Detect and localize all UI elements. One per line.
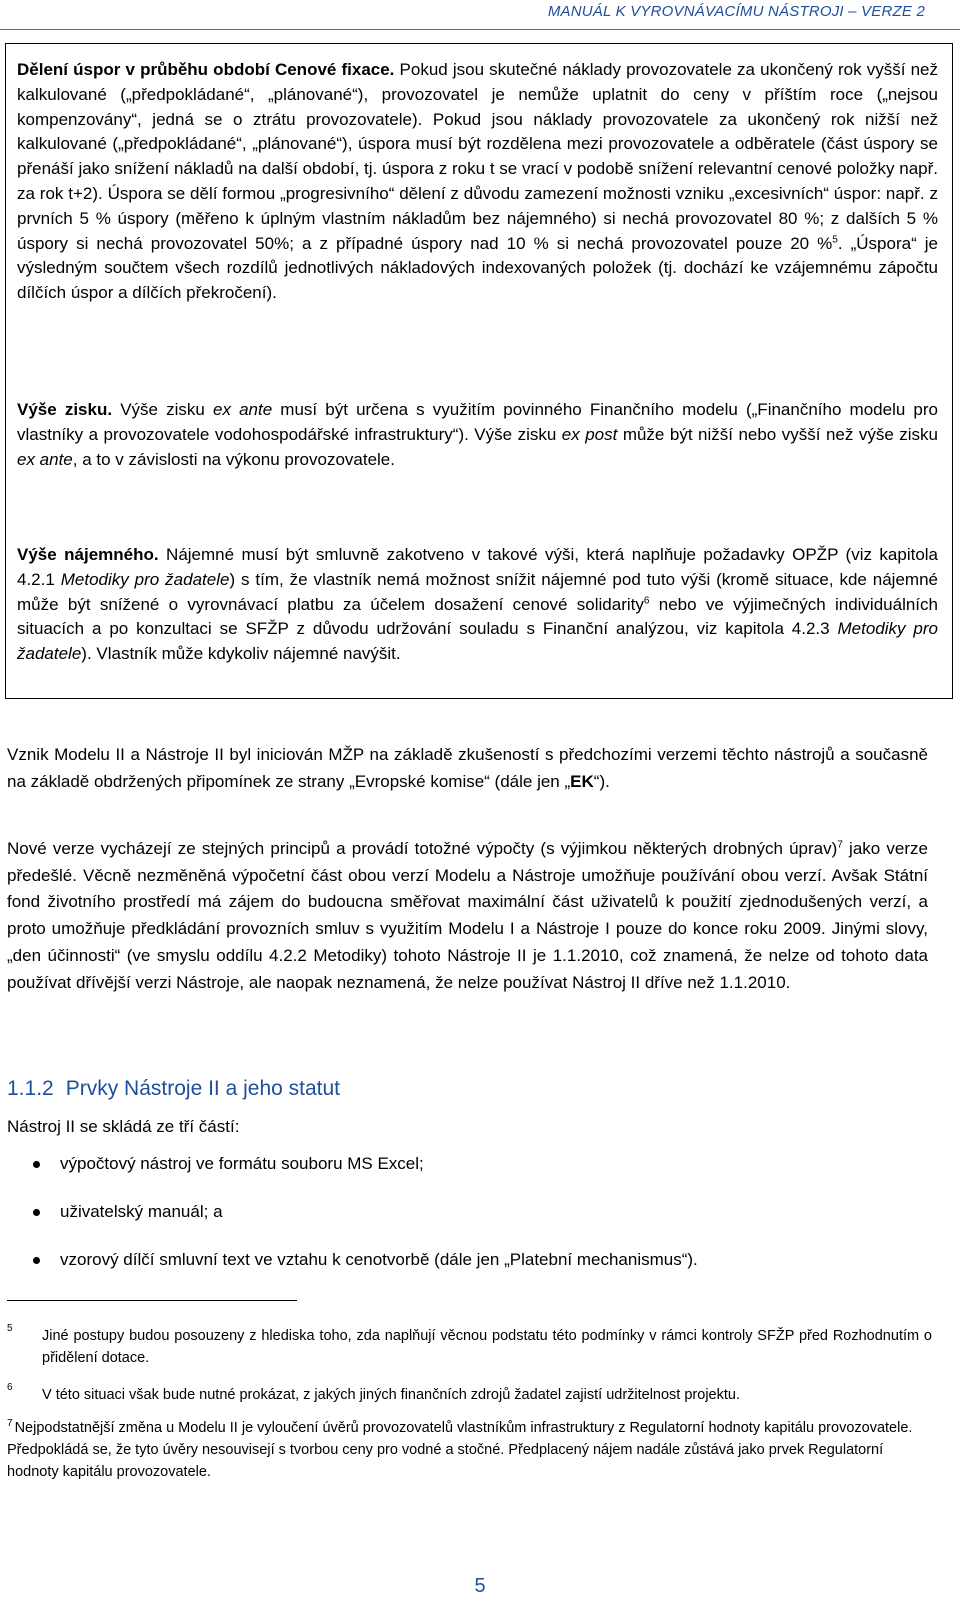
bullet-icon (33, 1257, 40, 1264)
italic-term: ex post (561, 424, 618, 444)
list-item-text: vzorový dílčí smluvní text ve vztahu k cenotvorbě (dále jen „Platební mechanismus“). (60, 1250, 698, 1269)
list-item (0, 1152, 930, 1200)
footnote-text: Nejpodstatnější změna u Modelu II je vyloučení úvěrů provozovatelů vlastníkům infrastruktury z Regulatorní hodnoty kapitálu provozovatele. Předpokládá se, že tyto úvěry nesouvisejí s tvorbou ceny pro vodné a stočné. Předplacený nájem nadále zůstává jako prvek Regulatorní hodnoty kapitálu provozovatele. (7, 1420, 913, 1480)
footnote-ref-5[interactable]: 5 (832, 233, 838, 245)
footnote-6 (7, 1384, 932, 1408)
versions-paragraph (7, 836, 928, 996)
savings-sharing-paragraph (17, 58, 938, 306)
paragraph-text: Nájemné musí být smluvně zakotveno v takové výši, která naplňuje požadavky OPŽP (viz kapitola 4.2.1 (17, 545, 939, 589)
paragraph-text: musí být určena s využitím povinného Finančního modelu („Finančního modelu pro vlastníky a provozovatele vodohospodářské infrastruktury“). Výše zisku (17, 400, 938, 444)
profit-paragraph (17, 398, 938, 472)
footnote-7 (7, 1417, 927, 1483)
italic-reference: Metodiky pro žadatele (17, 619, 938, 664)
footnote-separator (7, 1300, 297, 1301)
section-title: Prvky Nástroje II a jeho statut (65, 1077, 341, 1100)
bullet-icon (33, 1161, 40, 1168)
section-heading (7, 1077, 340, 1101)
footnote-mark: 5 (7, 1323, 13, 1334)
components-intro: Nástroj II se skládá ze tří částí: (7, 1117, 240, 1136)
footnote-5 (7, 1325, 932, 1373)
footnote-mark: 7 (7, 1418, 13, 1429)
list-item (0, 1248, 930, 1296)
running-header: MANUÁL K VYROVNÁVACÍMU NÁSTROJI – VERZE 2 (547, 3, 925, 20)
footnote-mark: 6 (7, 1382, 13, 1393)
list-item-text: uživatelský manuál; a (60, 1202, 223, 1221)
paragraph-text: “). (593, 771, 610, 791)
paragraph-text: Vznik Modelu II a Nástroje II byl iniciován MŽP na základě zkušeností s předchozími verzemi těchto nástrojů a současně na základě obdržených připomínek ze strany „Evropské komise“ (dále jen „ (7, 745, 928, 791)
paragraph-text: nebo ve výjimečných individuálních situacích a po konzultaci se SFŽP z důvodu udržování souladu s Finanční analýzou, viz kapitola 4.2.3 (17, 594, 938, 639)
header-rule (0, 29, 960, 30)
page-number: 5 (474, 1575, 486, 1597)
origin-paragraph (7, 742, 928, 795)
paragraph-text: může být nižší nebo vyšší než výše zisku (617, 424, 938, 444)
italic-reference: Metodiky pro žadatele (60, 569, 230, 589)
abbreviation: EK (570, 771, 594, 791)
paragraph-text: , a to v závislosti na výkonu provozovatele. (72, 449, 395, 469)
paragraph-text: jako verze předešlé. Věcně nezměněná výpočetní část obou verzí Modelu a Nástroje umožňuje používání obou verzí. Avšak Státní fond životního prostředí má zájem do budoucna směřovat maximální část uživatelů k použití zjednodušených verzí, a proto umožňuje předkládání provozních smluv s využitím Modelu I a Nástroje I pouze do konce roku 2009. Jinými slovy, „den účinnosti“ (ve smyslu oddílu 4.2.2 Metodiky) tohoto Nástroje II je 1.1.2010, což znamená, že nelze od tohoto data používat dřívější verzi Nástroje, ale naopak neznamená, že nelze používat Nástroj II dříve než 1.1.2010. (7, 839, 928, 992)
list-item (0, 1200, 930, 1248)
paragraph-text: ). Vlastník může kdykoliv nájemné navýšit. (81, 644, 401, 664)
components-list (0, 1152, 930, 1296)
paragraph-text: . „Úspora“ je výsledným součtem všech rozdílů jednotlivých nákladových indexovaných položek (tj. dochází ke vzájemnému zápočtu dílčích úspor a dílčích překročení). (17, 233, 939, 303)
bullet-icon (33, 1209, 40, 1216)
paragraph-text: ) s tím, že vlastník nemá možnost snížit nájemné pod tuto výši (kromě situace, kde nájemné může být snížené o vyrovnávací platbu za účelem dosažení cenové solidarity (17, 569, 938, 614)
profit-lead: Výše zisku. (17, 400, 113, 419)
list-item-text: výpočtový nástroj ve formátu souboru MS Excel; (60, 1154, 424, 1173)
savings-sharing-lead: Dělení úspor v průběhu období Cenové fixace. (17, 60, 395, 79)
footnote-text: Jiné postupy budou posouzeny z hlediska toho, zda naplňují věcnou podstatu této podmínky v rámci kontroly SFŽP před Rozhodnutím o přidělení dotace. (42, 1328, 932, 1366)
paragraph-text: Výše zisku (112, 400, 213, 419)
fixation-terms-box (5, 43, 953, 699)
paragraph-text: Nové verze vycházejí ze stejných principů a provádí totožné výpočty (s výjimkou některých drobných úprav) (7, 839, 838, 858)
footnote-ref-6[interactable]: 6 (643, 594, 650, 606)
rent-lead: Výše nájemného. (17, 545, 159, 564)
italic-term: ex ante (17, 449, 73, 469)
paragraph-text: Pokud jsou skutečné náklady provozovatele za ukončený rok vyšší než kalkulované („předpokládané“, „plánované“), provozovatel je nemůže uplatnit do ceny v příštím roce („nejsou kompenzovány“, jedná se o ztrátu provozovatele). Pokud jsou náklady provozovatele za ukončený rok nižší než kalkulované („předpokládané“, „plánované“), úspora musí být rozdělena mezi provozovatele a odběratele (část úspory se přenáší jako snížení nákladů na další období, tj. úspora z roku t se vrací v podobě snížení relevantní cenové položky např. za rok t+2). Úspora se dělí formou „progresivního“ dělení z důvodu zamezení možnosti vzniku „excesivních“ úspor: např. z prvních 5 % úspory (měřeno k úplným vlastním nákladům bez nájemného) si nechá provozovatel 80 %; z dalších 5 % úspory si nechá provozovatel 50%; a z případné úspory nad 10 % si nechá provozovatel pouze 20 % (17, 60, 939, 253)
footnote-ref-7[interactable]: 7 (837, 839, 843, 851)
rent-paragraph (17, 543, 938, 667)
footnote-text: V této situaci však bude nutné prokázat, z jakých jiných finančních zdrojů žadatel zajistí udržitelnost projektu. (42, 1387, 740, 1403)
italic-term: ex ante (213, 400, 273, 419)
section-number: 1.1.2 (7, 1077, 54, 1100)
